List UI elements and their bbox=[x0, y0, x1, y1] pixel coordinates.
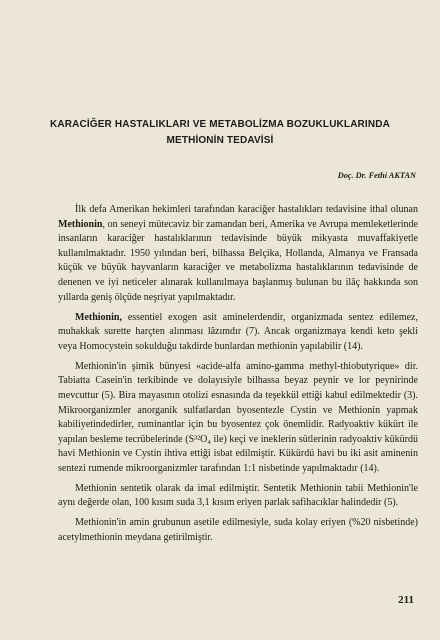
paragraph-text: essentiel exogen asit aminelerdendir, organizmada sentez edilemez, muhakkak surette harçten alınması lâzımdır (7). Ancak organizmaya kendi keto şekli veya Homocystein sokulduğu takdirde bunlardan methionin yapılabilir (14). bbox=[58, 311, 418, 352]
paragraph-2 bbox=[58, 311, 418, 355]
paragraph-text: Methionin'in şimik bünyesi «acide-alfa amino-gamma methyl-thiobutyrique» dir. Tabiatta Casein'in terkibinde ve dolayısiyle bilhassa beyaz peynir ve lor peynirinde mevcuttur (5). Bira mayasının otolizi esnasında da teşekkül ettiği kabul edilmektedir (3). Mikroorganizmler anorganik sulfatlardan byosentezle Cystin ve Methionin yapmak kabiliyetindedirler, ruminantlar için bu byosentez çok önemlidir. Radyoaktiv kükürt ile yapılan besleme tecrübelerinde (S³²O₄ ile) keçi ve ineklerin sütlerinin radyoaktiv kükürdü havi Methionin ve Cystin ihtiva ettiği isbat edilmiştir. Kükürdü havi bu iki asit aminenin sentezi rumende mikroorganizmler tarafından 1:1 nisbetinde yapılmaktadır (14). bbox=[58, 360, 418, 474]
article-title-line-2: METHİONİN TEDAVİSİ bbox=[166, 135, 274, 146]
author-name: Doç. Dr. Fethi AKTAN bbox=[337, 171, 416, 180]
article-title-line-1: KARACİĞER HASTALIKLARI VE METABOLİZMA BOZUKLUKLARINDA bbox=[50, 119, 390, 130]
page-number: 211 bbox=[398, 594, 414, 606]
paragraph-text: İlk defa Amerikan hekimleri tarafından karaciğer hastalıkları tedavisine ithal olunan Methionin, on seneyi mütecaviz bir zamandan beri, Amerika ve Avrupa memleketlerinde insanların karaciğer hastalıklarının tedavisinde büyük mikyasta muvaffakiyetle kullanılmaktadır. 1950 yılından beri, bilhassa Belçika, Hollanda, Almanya ve Fransada küçük ve büyük hayvanların karaciğer ve metabolizma hastalıklarının tedavisinde de denenen ve iyi neticeler alınarak kullanılmaya başlanmış bulunan bu ilâç hakkında son yıllarda geniş ölçüde neşriyat yapılmaktadır. bbox=[58, 204, 418, 303]
emphasized-term: Methionin bbox=[58, 218, 103, 230]
paragraph-1 bbox=[58, 203, 418, 305]
paragraph-4 bbox=[58, 482, 418, 511]
paragraph-lead-term: Methionin, bbox=[75, 311, 122, 323]
paragraph-text: Methionin'in amin grubunun asetile edilmesiyle, suda kolay eriyen (%20 nisbetinde) acetylmethionin meydana getirilmiştir. bbox=[58, 517, 418, 544]
paragraph-3 bbox=[58, 360, 418, 477]
paragraph-text: Methionin sentetik olarak da imal edilmiştir. Sentetik Methionin tabii Methionin'le aynı değerde olan, 100 kısım suda 3,1 kısım eriyen parlak safihacıklar halindedir (5). bbox=[58, 482, 418, 509]
article-body bbox=[58, 203, 418, 551]
paragraph-5 bbox=[58, 516, 418, 545]
